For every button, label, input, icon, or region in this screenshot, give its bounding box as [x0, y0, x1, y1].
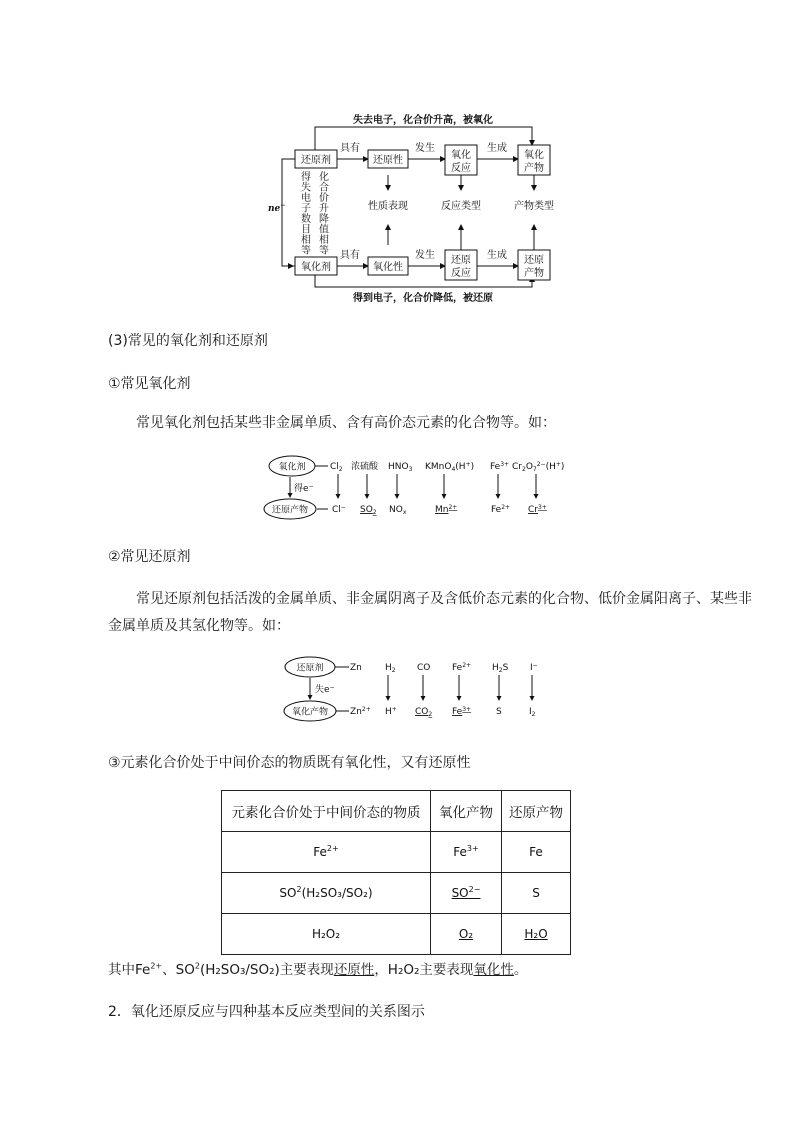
- intermediate-valence-title: ③元素化合价处于中间价态的物质既有氧化性，又有还原性: [108, 755, 471, 771]
- property-label: 性质表现: [368, 201, 408, 212]
- mn2-bottom: $Mn^{2+}$: [435, 504, 458, 515]
- section-2-title: 2．氧化还原反应与四种基本反应类型间的关系图示: [108, 1004, 425, 1020]
- header-oxidation-product: 氧化产物: [431, 791, 502, 832]
- oxidation-reaction-l2: 反应: [451, 163, 471, 174]
- occur-label-top: 发生: [415, 143, 435, 154]
- common-oxidants-text: 常见氧化剂包括某些非金属单质、含有高价态元素的化合物等。如：: [136, 415, 556, 431]
- oxidation-reaction-l1: 氧化: [451, 150, 471, 161]
- electron-equal-vertical-text: [301, 171, 311, 257]
- cell-reduction-product: S: [502, 873, 571, 914]
- fe2-bottom: $Fe^{2+}$: [491, 504, 511, 515]
- ne-bracket: [282, 159, 295, 266]
- oxidation-product-l2: 产物: [524, 163, 544, 174]
- reduction-reaction-l2: 反应: [451, 268, 471, 279]
- common-reductants-diagram: [282, 655, 552, 725]
- common-reductants-text-1: 常见还原剂包括活泼的金属单质、非金属阴离子及含低价态元素的化合物、低价金属阳离子、某些非: [136, 591, 752, 607]
- common-reductants-title: ②常见还原剂: [108, 549, 191, 565]
- fe2-top: $Fe^{2+}$: [452, 662, 472, 673]
- reduction-product-l1: 还原: [524, 255, 544, 266]
- kmno4-top: KMnO$_4$(H+): [425, 461, 475, 473]
- reductant-label: 还原剂: [301, 155, 331, 166]
- bottom-loop-arrow: [315, 273, 532, 287]
- bottom-arrow-label: 得到电子，化合价降低，被还原: [353, 293, 493, 304]
- oxidant-ellipse-label: 氧化剂: [278, 462, 306, 473]
- cell-oxidation-product: $Fe^{3+}$: [431, 832, 502, 873]
- so2-bottom: $SO_2$: [360, 505, 377, 516]
- product-type-label: 产物类型: [514, 201, 554, 212]
- h2-top: $H_2$: [385, 663, 396, 674]
- zn-top: Zn: [350, 663, 362, 673]
- intermediate-valence-table: [221, 790, 571, 955]
- reductant-ellipse-label: 还原剂: [296, 663, 324, 674]
- fe3-bottom: $Fe^{3+}$: [452, 706, 472, 717]
- oxidizability-answer: 氧化性: [473, 962, 514, 978]
- table-row: [222, 873, 571, 914]
- has-label-top: 具有: [340, 143, 360, 154]
- zn2-bottom: $Zn^{2+}$: [350, 706, 371, 717]
- header-substance: 元素化合价处于中间价态的物质: [222, 791, 431, 832]
- top-arrow-label: 失去电子，化合价升高，被氧化: [353, 115, 493, 126]
- cell-substance: H₂O₂: [222, 914, 431, 955]
- co2-bottom: $CO_2$: [415, 707, 433, 718]
- oxidizability-label: 氧化性: [373, 262, 403, 273]
- cell-reduction-product: Fe: [502, 832, 571, 873]
- oxidation-product-ellipse-label: 氧化产物: [291, 707, 329, 718]
- cr2o7-top: $Cr_2O_7^{2-}(H^+)$: [512, 461, 565, 473]
- redox-relationship-diagram: [260, 105, 570, 310]
- table-header-row: [222, 791, 571, 832]
- nox-bottom: $NO_x$: [389, 505, 407, 516]
- cr3-bottom: $Cr^{3+}$: [528, 504, 547, 515]
- cl-minus-bottom: Cl−: [332, 504, 346, 515]
- cell-substance: $Fe^{2+}$: [222, 832, 431, 873]
- fe3-top: $Fe^{3+}$: [490, 461, 510, 472]
- oxidation-product-l1: 氧化: [524, 150, 544, 161]
- valence-equal-vertical-text: [319, 170, 329, 257]
- conc-h2so4-top: 浓硫酸: [351, 462, 379, 472]
- cell-reduction-product: H₂O: [502, 914, 571, 955]
- table-row: [222, 914, 571, 955]
- header-reduction-product: 还原产物: [502, 791, 571, 832]
- reducibility-answer: 还原性: [333, 962, 375, 978]
- right-vertical-text: 化合价升降值相等: [319, 172, 329, 257]
- cell-oxidation-product: O₂: [431, 914, 502, 955]
- co-top: CO: [417, 663, 431, 673]
- reduction-product-l2: 产物: [524, 268, 544, 279]
- h2s-top: $H_2S$: [492, 663, 509, 674]
- hno3-top: $HNO_3$: [388, 462, 413, 473]
- i-minus-top: I−: [530, 662, 538, 673]
- reduction-reaction-l1: 还原: [451, 255, 471, 266]
- ne-label: ne−: [268, 202, 286, 214]
- cl2-top: $Cl_2$: [330, 462, 343, 473]
- i2-bottom: $I_2$: [529, 707, 536, 718]
- h-plus-bottom: H+: [385, 706, 397, 717]
- reduction-product-ellipse-label: 还原产物: [271, 505, 309, 516]
- s-bottom: S: [496, 707, 502, 717]
- left-vertical-text: 得失电子数目相等: [301, 172, 311, 257]
- summary-line: 其中$Fe^{2+}$、$SO^2(H_2SO_3/SO_2)$主要表现还原性，H₂O₂主要表现氧化性。: [108, 961, 528, 978]
- reducibility-label: 还原性: [373, 155, 403, 166]
- cell-substance: $SO^2(H_2SO_3/SO_2)$: [222, 873, 431, 914]
- oxidant-label: 氧化剂: [301, 262, 331, 273]
- occur-label-bottom: 发生: [415, 250, 435, 261]
- gain-electron-label: 得e−: [294, 483, 314, 494]
- has-label-bottom: 具有: [340, 250, 360, 261]
- produce-label-bottom: 生成: [487, 250, 507, 261]
- common-reductants-text-2: 金属单质及其氢化物等。如：: [108, 618, 290, 634]
- common-oxidants-title: ①常见氧化剂: [108, 376, 191, 392]
- produce-label-top: 生成: [487, 143, 507, 154]
- common-oxidants-diagram: [262, 452, 572, 524]
- section-3-title: (3)常见的氧化剂和还原剂: [108, 333, 268, 349]
- cell-oxidation-product: $SO^{2-}$: [431, 873, 502, 914]
- lose-electron-label: 失e−: [315, 684, 335, 695]
- table-row: [222, 832, 571, 873]
- reaction-type-label: 反应类型: [441, 201, 481, 212]
